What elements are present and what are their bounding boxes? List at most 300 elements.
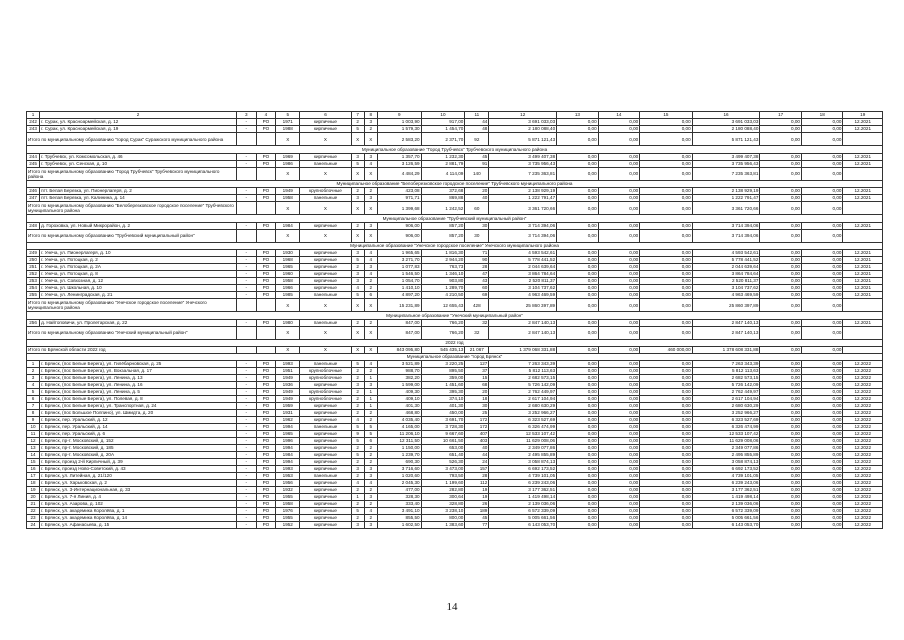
table-cell: 12.2021	[843, 153, 883, 160]
table-cell: 0,00	[640, 285, 692, 292]
table-cell: кирпичные	[300, 264, 351, 271]
table-cell: кирпичные	[300, 222, 351, 229]
table-cell: 2 944,20	[421, 257, 465, 264]
table-cell: 5	[351, 452, 364, 459]
table-cell: 2 349 077,86	[692, 445, 760, 452]
table-cell: 26	[465, 501, 489, 508]
table-cell: 0,00	[760, 250, 802, 257]
column-number: 1	[27, 112, 40, 119]
table-cell: 12.2022	[843, 417, 883, 424]
table-cell: 3	[364, 264, 377, 271]
table-cell: 3	[351, 153, 364, 160]
table-cell: 2 762 449,97	[489, 389, 557, 396]
table-cell: 0,00	[557, 487, 599, 494]
table-cell: 403	[465, 438, 489, 445]
table-cell: 5 778 441,52	[489, 257, 557, 264]
table-cell: 5 005 661,56	[692, 515, 760, 522]
table-cell: 2	[364, 501, 377, 508]
table-cell: 2	[364, 445, 377, 452]
total-label: Итого по муниципальному образованию "Трубчевский муниципальный район"	[27, 229, 237, 242]
table-cell: 12.2021	[843, 222, 883, 229]
table-cell: 12 311,50	[377, 438, 421, 445]
table-cell: 1960	[276, 271, 300, 278]
table-cell	[843, 326, 883, 339]
table-cell: 0,00	[557, 382, 599, 389]
table-cell: 0,00	[760, 119, 802, 126]
table-cell: 12.2022	[843, 431, 883, 438]
table-cell: РО	[256, 417, 276, 424]
table-cell: 1930	[276, 250, 300, 257]
table-cell: 0,00	[760, 257, 802, 264]
table-cell: 0,00	[598, 487, 640, 494]
table-cell: 12.2022	[843, 494, 883, 501]
table-cell: 0,00	[557, 522, 599, 529]
total-x-mark: X	[300, 326, 351, 339]
table-cell: 0,00	[598, 445, 640, 452]
table-cell: 4 165,00	[377, 424, 421, 431]
table-cell	[256, 229, 276, 242]
table-cell: РО	[256, 487, 276, 494]
table-cell: 18	[27, 480, 40, 487]
column-number: 9	[377, 112, 421, 119]
table-cell: 12.2022	[843, 459, 883, 466]
total-value: 847,00	[377, 326, 421, 339]
table-cell: 0,00	[760, 222, 802, 229]
table-cell: 12.2022	[843, 403, 883, 410]
table-cell: 1953	[276, 473, 300, 480]
table-cell: 0,00	[801, 382, 843, 389]
section-heading-row	[27, 146, 883, 154]
table-cell: кирпичные	[300, 494, 351, 501]
total-x-mark: X	[276, 133, 300, 146]
table-cell: кирпичные	[300, 382, 351, 389]
table-cell: 2	[351, 487, 364, 494]
table-cell: 6 326 474,99	[489, 424, 557, 431]
table-cell: 0,00	[557, 264, 599, 271]
column-number: 13	[557, 112, 599, 119]
table-cell: 2	[351, 368, 364, 375]
table-cell: 359,00	[421, 375, 465, 382]
table-cell: кирпичные	[300, 515, 351, 522]
section-heading: Муниципальное образование "город Брянск"	[27, 353, 883, 361]
table-cell: крупноблочные	[300, 188, 351, 195]
table-cell: панельные	[300, 473, 351, 480]
table-cell: РО	[256, 278, 276, 285]
table-cell: 1958	[276, 195, 300, 202]
table-cell: 3 691 033,03	[489, 119, 557, 126]
table-cell: 0,00	[557, 375, 599, 382]
table-cell: 12.2021	[843, 285, 883, 292]
table-cell: 0,00	[760, 466, 802, 473]
table-cell: 1 054,70	[377, 278, 421, 285]
table-cell: 1 003,90	[377, 119, 421, 126]
total-value: 0,00	[760, 299, 802, 312]
table-cell: 0,00	[598, 501, 640, 508]
table-cell	[256, 133, 276, 146]
total-value: 0,00	[557, 229, 599, 242]
register-table	[26, 111, 883, 529]
table-cell: 0,00	[801, 250, 843, 257]
table-cell: 6 323 527,69	[489, 417, 557, 424]
table-cell: 0,00	[598, 368, 640, 375]
total-x-mark: X	[276, 202, 300, 215]
table-cell: 2 680 630,29	[489, 403, 557, 410]
table-cell: 2	[364, 417, 377, 424]
column-number: 18	[801, 112, 843, 119]
table-cell: 1 602,50	[377, 522, 421, 529]
table-cell: 1955	[276, 494, 300, 501]
total-value: 0,00	[801, 346, 843, 353]
table-cell: РО	[256, 368, 276, 375]
table-cell: 3 728,30	[421, 424, 465, 431]
table-cell: 0,00	[760, 494, 802, 501]
table-cell: 0,00	[760, 410, 802, 417]
table-cell: 895,50	[421, 368, 465, 375]
table-cell: панельные	[300, 160, 351, 167]
table-row	[27, 480, 883, 487]
table-cell: 0,00	[760, 319, 802, 326]
table-cell: 0,00	[598, 515, 640, 522]
total-x-mark: X	[300, 299, 351, 312]
table-cell: г. Унеча, ул. Пионерлагеря, д. 10	[40, 250, 237, 257]
table-cell: -	[236, 160, 256, 167]
total-value: 92	[465, 133, 489, 146]
table-cell: 0,00	[557, 188, 599, 195]
table-cell: 5	[351, 508, 364, 515]
table-cell: 0,00	[557, 126, 599, 133]
table-cell: 2 680 630,29	[692, 403, 760, 410]
table-cell: 0,00	[598, 403, 640, 410]
table-cell: 4 963 469,59	[692, 292, 760, 299]
table-cell: 1956	[276, 480, 300, 487]
table-cell: -	[236, 361, 256, 368]
total-value: 0,00	[760, 346, 802, 353]
subtotal-row	[27, 326, 883, 339]
table-cell: 0,00	[760, 396, 802, 403]
total-value: 0,00	[640, 133, 692, 146]
table-cell: 0,00	[801, 403, 843, 410]
column-number: 5	[276, 112, 300, 119]
table-cell: 2	[364, 515, 377, 522]
table-cell: 282,80	[421, 487, 465, 494]
table-cell: 4 739 101,05	[489, 473, 557, 480]
table-cell: 0,00	[557, 396, 599, 403]
table-cell: РО	[256, 375, 276, 382]
table-cell: 0,00	[801, 417, 843, 424]
section-heading: Муниципальное образование "Белоберезковское городское поселение" Трубчевского муниципального района	[27, 180, 883, 188]
table-cell: 477,00	[377, 487, 421, 494]
total-value: 2 847 140,13	[489, 326, 557, 339]
table-cell: 9	[27, 417, 40, 424]
table-cell: 0,00	[801, 278, 843, 285]
total-value: 545 435,13	[421, 346, 465, 353]
table-cell	[236, 167, 256, 180]
table-cell: 2 138 929,19	[692, 188, 760, 195]
total-x-mark: X	[351, 326, 364, 339]
section-heading-row	[27, 180, 883, 188]
table-cell: 0,00	[801, 160, 843, 167]
table-cell: 0,00	[598, 361, 640, 368]
table-cell: 2	[364, 452, 377, 459]
table-cell: 0,00	[640, 410, 692, 417]
table-cell: 407	[465, 431, 489, 438]
table-cell: 0,00	[760, 487, 802, 494]
table-cell: 0,00	[557, 195, 599, 202]
table-cell	[236, 133, 256, 146]
table-cell: 395,30	[421, 389, 465, 396]
table-cell: 90	[465, 257, 489, 264]
table-cell: 3	[364, 153, 377, 160]
total-value: 25 860 397,89	[692, 299, 760, 312]
table-cell: 37	[465, 368, 489, 375]
table-cell: 12.2021	[843, 188, 883, 195]
table-cell: 0,00	[598, 452, 640, 459]
table-cell: 653,00	[421, 445, 465, 452]
table-cell: 1952	[276, 522, 300, 529]
total-value: 15 231,89	[377, 299, 421, 312]
table-cell: 12.2022	[843, 424, 883, 431]
table-cell: 0,00	[598, 271, 640, 278]
table-cell: 0,00	[557, 361, 599, 368]
table-cell: 3 126,59	[377, 160, 421, 167]
table-cell: 0,00	[598, 494, 640, 501]
table-cell: 0,00	[598, 473, 640, 480]
table-cell: 1 150,00	[377, 445, 421, 452]
total-x-mark: X	[276, 346, 300, 353]
table-cell: -	[236, 195, 256, 202]
total-value: 1 399,68	[377, 202, 421, 215]
table-cell: 1 383,60	[421, 522, 465, 529]
table-cell: 2 349 077,86	[489, 445, 557, 452]
table-cell: 3 252 966,27	[692, 410, 760, 417]
table-cell: 0,00	[801, 292, 843, 299]
table-cell: 12.2021	[843, 257, 883, 264]
table-cell: 0,00	[760, 126, 802, 133]
table-cell: пгт. Белая Березка, ул. Калинина, д. 14	[40, 195, 237, 202]
table-cell: 0,00	[557, 222, 599, 229]
table-cell: РО	[256, 188, 276, 195]
grand-total-row	[27, 346, 883, 353]
table-cell: г. Брянск, пр-т. Московский, д. 152	[40, 438, 237, 445]
table-cell: г. Брянск, пер. Уральский, д. 14	[40, 424, 237, 431]
table-cell: 847,00	[377, 319, 421, 326]
table-cell: 43	[465, 278, 489, 285]
table-cell: 1949	[276, 375, 300, 382]
table-cell: 0,00	[557, 452, 599, 459]
table-cell: 5	[351, 438, 364, 445]
table-cell: 903,80	[421, 278, 465, 285]
table-cell: г. Брянск, (пос Белые Берега), ул. Транспортная, д. 24	[40, 403, 237, 410]
table-cell: 0,00	[640, 368, 692, 375]
table-cell: г. Брянск, пер. Уральский, д. 12	[40, 417, 237, 424]
total-value: 906,00	[377, 229, 421, 242]
table-cell: 5	[351, 160, 364, 167]
table-cell: 1	[351, 494, 364, 501]
table-cell: 2 044 639,64	[489, 264, 557, 271]
table-cell: 14	[27, 452, 40, 459]
table-row	[27, 438, 883, 445]
total-x-mark: X	[276, 229, 300, 242]
table-cell: 1 419 498,14	[692, 494, 760, 501]
total-value: 3 714 394,06	[692, 229, 760, 242]
table-cell: 12.2022	[843, 452, 883, 459]
table-cell: 0,00	[801, 452, 843, 459]
table-cell: 2	[351, 473, 364, 480]
section-heading: Муниципальное образование "Унечский муниципальный район"	[27, 312, 883, 320]
table-cell: РО	[256, 264, 276, 271]
total-x-mark: X	[364, 346, 377, 353]
table-cell: 4	[364, 508, 377, 515]
total-label: Итого по муниципальному образованию "Белоберезковское городское поселение" Трубчевского муниципального района	[27, 202, 237, 215]
table-cell: -	[236, 473, 256, 480]
table-cell: 12.2021	[843, 319, 883, 326]
total-value: 5 871 121,43	[692, 133, 760, 146]
total-x-mark: X	[351, 167, 364, 180]
table-cell: 3 735 956,43	[489, 160, 557, 167]
table-cell: 0,00	[760, 501, 802, 508]
total-x-mark: X	[300, 133, 351, 146]
table-cell: 1984	[276, 222, 300, 229]
table-cell: 12.2022	[843, 389, 883, 396]
table-cell: 0,00	[801, 431, 843, 438]
table-cell: 3 104 737,62	[489, 285, 557, 292]
table-cell: 30	[465, 403, 489, 410]
table-cell	[256, 346, 276, 353]
table-cell: 1994	[276, 445, 300, 452]
table-cell: 409,10	[377, 396, 421, 403]
table-cell: 0,00	[598, 153, 640, 160]
table-cell	[256, 326, 276, 339]
table-cell: 0,00	[598, 431, 640, 438]
table-cell: 0,00	[801, 389, 843, 396]
table-cell: 12.2021	[843, 278, 883, 285]
total-x-mark: X	[300, 202, 351, 215]
section-heading-row	[27, 242, 883, 250]
table-cell: г. Брянск, (пос Белые Берега), ул. Полевая, д. 8	[40, 396, 237, 403]
table-cell: 328,30	[377, 494, 421, 501]
total-value: 0,00	[760, 133, 802, 146]
table-cell: 1958	[276, 278, 300, 285]
column-number: 11	[465, 112, 489, 119]
table-cell: -	[236, 292, 256, 299]
table-cell: 800,00	[421, 515, 465, 522]
table-cell: 3 716,60	[377, 466, 421, 473]
table-cell: 0,00	[760, 375, 802, 382]
table-cell: 12.2022	[843, 487, 883, 494]
total-label: Итого по муниципальному образованию "Унечский муниципальный район"	[27, 326, 237, 339]
table-cell: 10	[27, 424, 40, 431]
table-cell: пгт. Белая Березка, ул. Пионерлагеря, д. 2	[40, 188, 237, 195]
table-cell: -	[236, 515, 256, 522]
total-value: 0,00	[598, 299, 640, 312]
table-row	[27, 153, 883, 160]
table-cell: 5	[351, 361, 364, 368]
table-cell: крупноблочные	[300, 375, 351, 382]
total-value: 5 871 121,43	[489, 133, 557, 146]
table-cell: 40	[465, 195, 489, 202]
table-cell: 382,20	[377, 375, 421, 382]
total-value: 0,00	[640, 299, 692, 312]
table-cell: 6	[364, 292, 377, 299]
total-value: 2 371,70	[421, 133, 465, 146]
table-cell: 3	[351, 466, 364, 473]
table-cell: 28	[465, 473, 489, 480]
table-cell: 0,00	[557, 494, 599, 501]
table-cell: 0,00	[760, 403, 802, 410]
table-cell: 2	[351, 222, 364, 229]
table-cell: 5 812 113,63	[692, 368, 760, 375]
table-cell: 0,00	[640, 424, 692, 431]
table-cell: 0,00	[640, 438, 692, 445]
table-cell: -	[236, 271, 256, 278]
table-cell: 3	[364, 119, 377, 126]
table-cell: 112	[465, 480, 489, 487]
table-cell: 0,00	[598, 522, 640, 529]
table-cell: 409,30	[377, 389, 421, 396]
total-value: 25 860 397,89	[489, 299, 557, 312]
table-cell	[843, 346, 883, 353]
table-cell: 328,80	[421, 501, 465, 508]
table-cell: 12.2021	[843, 264, 883, 271]
table-cell: 0,00	[801, 126, 843, 133]
table-cell: -	[236, 501, 256, 508]
table-cell: 250	[27, 257, 40, 264]
table-cell: 0,00	[557, 473, 599, 480]
table-cell: 0,00	[557, 160, 599, 167]
table-cell: 255	[27, 292, 40, 299]
table-cell: 2	[364, 459, 377, 466]
table-cell: 2	[364, 278, 377, 285]
table-cell: 401,30	[421, 403, 465, 410]
table-cell: 0,00	[801, 119, 843, 126]
table-cell: 2 045,30	[377, 480, 421, 487]
table-cell: 0,00	[801, 361, 843, 368]
table-row	[27, 487, 883, 494]
table-cell: 20	[27, 494, 40, 501]
table-cell: 4 593 542,61	[692, 250, 760, 257]
table-cell: 0,00	[801, 445, 843, 452]
table-cell: 5	[351, 257, 364, 264]
table-cell: -	[236, 375, 256, 382]
table-cell: 0,00	[598, 285, 640, 292]
subtotal-row	[27, 202, 883, 215]
table-cell	[236, 299, 256, 312]
table-cell: 12.2022	[843, 396, 883, 403]
table-cell: 3	[27, 375, 40, 382]
table-cell: 2 617 104,94	[489, 396, 557, 403]
table-cell: 0,00	[760, 278, 802, 285]
table-cell: 4	[364, 160, 377, 167]
table-cell: 10 661,50	[421, 438, 465, 445]
table-cell: 0,00	[557, 257, 599, 264]
table-cell: 4 035,40	[377, 417, 421, 424]
table-cell: г. Брянск, ул. Афанасьева, д. 15	[40, 522, 237, 529]
table-cell: 45	[465, 153, 489, 160]
total-value: 0,00	[598, 346, 640, 353]
total-x-mark: X	[351, 202, 364, 215]
table-cell: 2 762 449,97	[692, 389, 760, 396]
table-cell: кирпичные	[300, 257, 351, 264]
page-number: 14	[446, 601, 458, 613]
table-cell: 5	[351, 292, 364, 299]
table-cell: 1 289,70	[421, 285, 465, 292]
total-x-mark: X	[276, 326, 300, 339]
table-row	[27, 285, 883, 292]
table-cell: 3	[351, 250, 364, 257]
table-cell: 2	[364, 319, 377, 326]
table-cell: -	[236, 508, 256, 515]
table-cell: 60	[465, 285, 489, 292]
